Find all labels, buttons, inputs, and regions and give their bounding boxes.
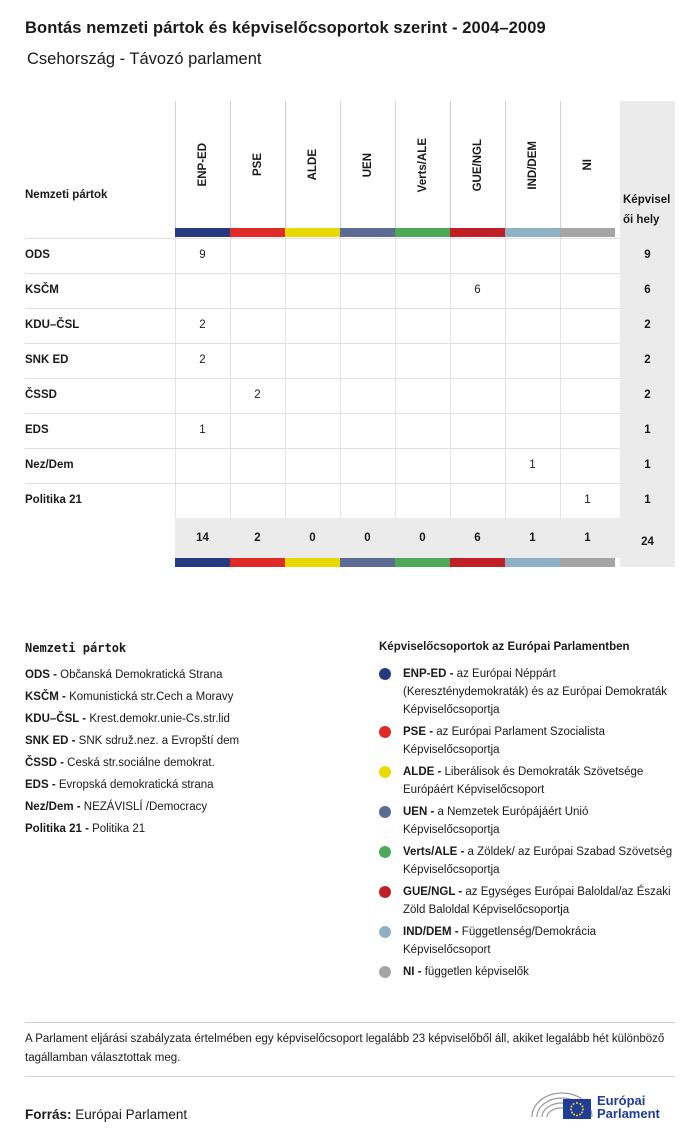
column-color-bar-bottom: [505, 558, 560, 567]
column-header-label: UEN: [362, 152, 374, 178]
party-abbr: KSČM -: [25, 691, 66, 703]
row-total: 1: [644, 459, 651, 471]
column-total: 1: [584, 532, 591, 544]
column-total: 2: [254, 532, 261, 544]
color-dot-icon: [379, 846, 391, 858]
column-header-label: NI: [582, 159, 594, 171]
row-label: ODS: [25, 249, 50, 261]
party-legend-item: [25, 752, 355, 774]
row-total: 6: [644, 284, 651, 296]
party-abbr: KDU–ČSL -: [25, 713, 87, 725]
group-abbr: PSE -: [403, 726, 434, 738]
group-name: független képviselők: [421, 966, 529, 978]
column-color-bar-bottom: [285, 558, 340, 567]
group-name: Liberálisok és Demokraták Szövetsége Európáért Képviselőcsoport: [403, 766, 644, 796]
party-name: Občanská Demokratická Strana: [56, 669, 223, 681]
party-legend-item: [25, 664, 355, 686]
row-divider: [25, 413, 620, 414]
group-name: az Európai Parlament Szocialista Képviselőcsoportja: [403, 726, 605, 756]
party-name: SNK sdruž.nez. a Evropští dem: [75, 735, 240, 747]
table-cell: 2: [199, 319, 206, 331]
column-header-guengl: [450, 101, 505, 238]
row-total: 9: [644, 249, 651, 261]
page-subtitle: Csehország - Távozó parlament: [27, 50, 262, 68]
source: [25, 1107, 187, 1122]
row-label: EDS: [25, 424, 49, 436]
ep-logo: [530, 1085, 680, 1125]
party-abbr: ČSSD -: [25, 757, 64, 769]
grand-total: 24: [641, 536, 654, 548]
party-name: Politika 21: [88, 823, 146, 835]
group-legend-item: [379, 963, 679, 981]
column-header-label: ALDE: [307, 149, 319, 181]
row-divider: [25, 378, 620, 379]
color-dot-icon: [379, 926, 391, 938]
row-header: Nemzeti pártok: [25, 189, 108, 201]
column-header-alde: [285, 101, 340, 238]
party-abbr: SNK ED -: [25, 735, 76, 747]
party-name: Evropská demokratická strana: [55, 779, 214, 791]
row-label: ČSSD: [25, 389, 57, 401]
column-header-inddem: [505, 101, 560, 238]
column-header-label-wrap: [396, 109, 450, 221]
column-total: 0: [419, 532, 426, 544]
table-cell: 1: [584, 494, 591, 506]
column-color-bar: [560, 228, 615, 237]
column-total: 6: [474, 532, 481, 544]
column-color-bar-bottom: [175, 558, 230, 567]
group-legend-item: [379, 883, 679, 919]
color-dot-icon: [379, 886, 391, 898]
row-divider: [25, 343, 620, 344]
group-name: a Nemzetek Európájáért Unió Képviselőcsoportja: [403, 806, 589, 836]
seats-table: [25, 101, 675, 571]
table-cell: 2: [254, 389, 261, 401]
divider: [25, 1022, 675, 1023]
row-label: Nez/Dem: [25, 459, 74, 471]
group-legend-item: [379, 843, 679, 879]
column-total: 0: [364, 532, 371, 544]
column-color-bar-bottom: [230, 558, 285, 567]
party-legend-item: [25, 818, 355, 840]
party-name: Komunistická str.Cech a Moravy: [65, 691, 234, 703]
column-color-bar-bottom: [340, 558, 395, 567]
column-color-bar: [175, 228, 230, 237]
eu-flag-icon: [563, 1099, 591, 1119]
party-abbr: Politika 21 -: [25, 823, 89, 835]
column-header-enped: [175, 101, 230, 238]
color-dot-icon: [379, 766, 391, 778]
column-color-bar-bottom: [450, 558, 505, 567]
column-header-label: PSE: [252, 153, 264, 177]
row-divider: [25, 238, 620, 239]
group-abbr: UEN -: [403, 806, 435, 818]
group-abbr: IND/DEM -: [403, 926, 459, 938]
column-total: 14: [196, 532, 209, 544]
column-color-bar: [230, 228, 285, 237]
column-total: 1: [529, 532, 536, 544]
color-dot-icon: [379, 806, 391, 818]
column-color-bar-bottom: [560, 558, 615, 567]
party-abbr: ODS -: [25, 669, 57, 681]
group-legend-item: [379, 923, 679, 959]
source-label: Forrás:: [25, 1107, 72, 1122]
row-label: Politika 21: [25, 494, 82, 506]
table-cell: 2: [199, 354, 206, 366]
group-name: a Zöldek/ az Európai Szabad Szövetség Képviselőcsoportja: [403, 846, 673, 876]
row-total: 1: [644, 494, 651, 506]
column-header-label-wrap: [506, 109, 560, 221]
row-label: KSČM: [25, 284, 59, 296]
color-dot-icon: [379, 668, 391, 680]
column-header-label: IND/DEM: [527, 140, 539, 190]
column-header-label-wrap: [341, 109, 395, 221]
party-legend-item: [25, 686, 355, 708]
party-legend-item: [25, 708, 355, 730]
group-legend-item: [379, 723, 679, 759]
party-legend-item: [25, 774, 355, 796]
column-header-label: GUE/NGL: [472, 138, 484, 192]
party-abbr: EDS -: [25, 779, 56, 791]
party-legend-item: [25, 796, 355, 818]
column-color-bar: [450, 228, 505, 237]
group-name: Függetlenség/Demokrácia Képviselőcsoport: [403, 926, 597, 956]
party-legend-item: [25, 730, 355, 752]
row-label: SNK ED: [25, 354, 69, 366]
footnote: A Parlament eljárási szabályzata értelmében egy képviselőcsoport legalább 23 képviselőből áll, akiket legalább hét különböző tagállamban választottak meg.: [25, 1033, 665, 1064]
column-color-bar: [285, 228, 340, 237]
column-header-vertsale: [395, 101, 450, 238]
group-name: az Egységes Európai Baloldal/az Északi Zöld Baloldal Képviselőcsoportja: [403, 886, 671, 916]
color-dot-icon: [379, 966, 391, 978]
row-divider: [25, 273, 620, 274]
column-header-pse: [230, 101, 285, 238]
column-total: 0: [309, 532, 316, 544]
total-column-header: Képviselői hely: [623, 194, 671, 226]
party-abbr: Nez/Dem -: [25, 801, 81, 813]
column-header-label-wrap: [561, 109, 615, 221]
column-color-bar: [395, 228, 450, 237]
party-name: Ceská str.sociálne demokrat.: [63, 757, 215, 769]
group-name: az Európai Néppárt (Kereszténydemokraták) és az Európai Demokraták Képviselőcsoportja: [403, 668, 667, 716]
party-name: NEZÁVISLÍ /Democracy: [80, 801, 208, 813]
group-legend: [379, 641, 679, 985]
group-legend-title: Képviselőcsoportok az Európai Parlamentben: [379, 641, 630, 653]
row-total: 2: [644, 354, 651, 366]
column-header-label-wrap: [231, 109, 285, 221]
group-abbr: GUE/NGL -: [403, 886, 463, 898]
group-legend-item: [379, 665, 679, 719]
group-abbr: Verts/ALE -: [403, 846, 465, 858]
column-header-label-wrap: [286, 109, 340, 221]
row-divider: [25, 483, 620, 484]
divider: [25, 1076, 675, 1077]
group-legend-item: [379, 803, 679, 839]
party-name: Krest.demokr.unie-Cs.str.lid: [86, 713, 230, 725]
logo-text: Európai Parlament: [597, 1093, 660, 1121]
column-header-label: ENP-ED: [197, 143, 209, 187]
page-title: Bontás nemzeti pártok és képviselőcsoportok szerint - 2004–2009: [25, 19, 546, 37]
group-legend-item: [379, 763, 679, 799]
color-dot-icon: [379, 726, 391, 738]
source-value: Európai Parlament: [75, 1107, 188, 1122]
row-total: 2: [644, 319, 651, 331]
table-cell: 1: [199, 424, 206, 436]
column-color-bar: [505, 228, 560, 237]
group-abbr: ALDE -: [403, 766, 442, 778]
row-label: KDU–ČSL: [25, 319, 80, 331]
column-header-uen: [340, 101, 395, 238]
column-header-label-wrap: [451, 109, 505, 221]
column-color-bar: [340, 228, 395, 237]
table-cell: 1: [529, 459, 536, 471]
party-legend: [25, 641, 355, 840]
group-abbr: ENP-ED -: [403, 668, 454, 680]
row-total: 2: [644, 389, 651, 401]
column-color-bar-bottom: [395, 558, 450, 567]
party-legend-title: Nemzeti pártok: [25, 641, 127, 655]
column-header-ni: [560, 101, 615, 238]
table-cell: 6: [474, 284, 481, 296]
group-abbr: NI -: [403, 966, 422, 978]
row-total: 1: [644, 424, 651, 436]
row-divider: [25, 308, 620, 309]
column-header-label-wrap: [176, 109, 230, 221]
column-header-label: Verts/ALE: [417, 137, 429, 193]
table-cell: 9: [199, 249, 206, 261]
